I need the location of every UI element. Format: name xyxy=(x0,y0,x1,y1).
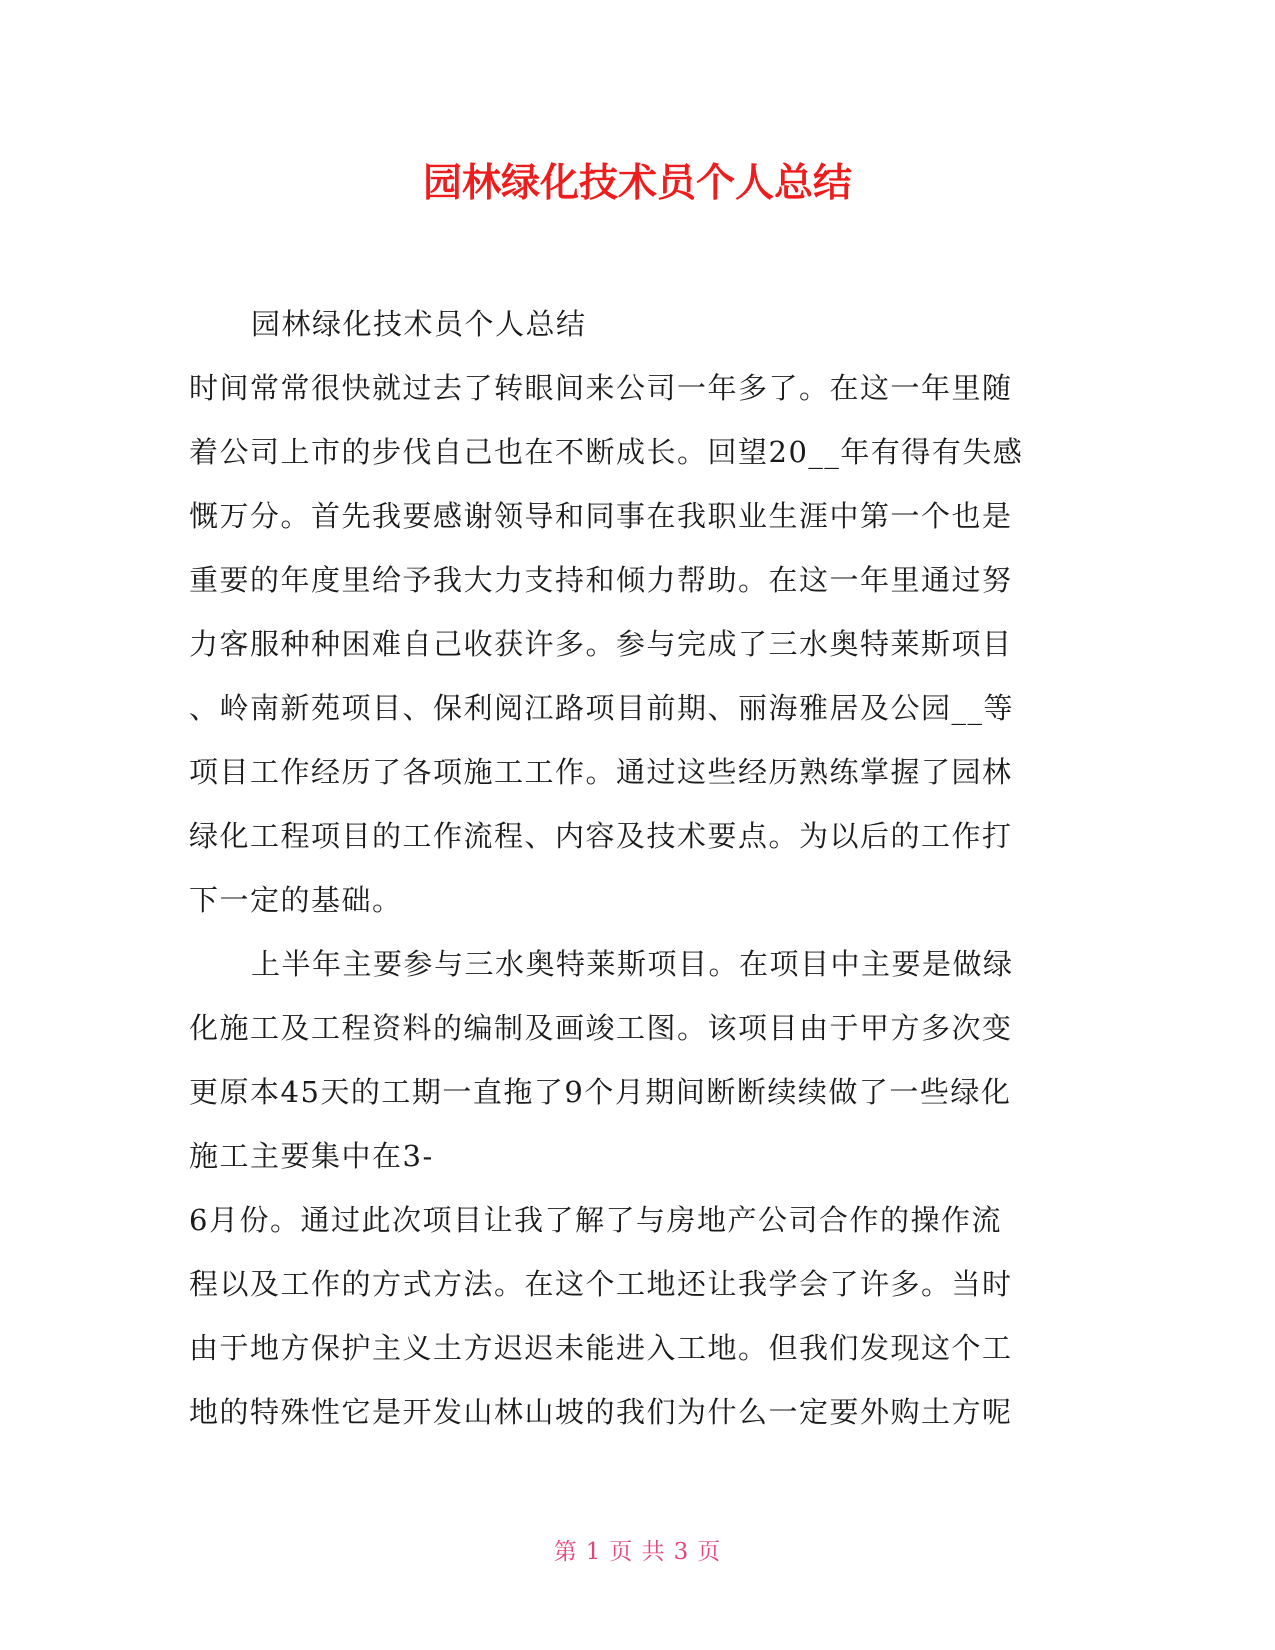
text-line: 、岭南新苑项目、保利阅江路项目前期、丽海雅居及公园__等 xyxy=(189,691,1015,725)
text-line: 地的特殊性它是开发山林山坡的我们为什么一定要外购土方呢 xyxy=(189,1395,1013,1429)
text-line: 下一定的基础。 xyxy=(189,883,403,917)
text-line: 时间常常很快就过去了转眼间来公司一年多了。在这一年里随 xyxy=(189,371,1013,405)
text-line: 慨万分。首先我要感谢领导和同事在我职业生涯中第一个也是 xyxy=(189,499,1013,533)
text-line: 施工主要集中在3- xyxy=(189,1139,434,1173)
text-line: 由于地方保护主义土方迟迟未能进入工地。但我们发现这个工 xyxy=(189,1331,1013,1365)
text-line: 程以及工作的方式方法。在这个工地还让我学会了许多。当时 xyxy=(189,1267,1013,1301)
text-line: 项目工作经历了各项施工工作。通过这些经历熟练掌握了园林 xyxy=(189,755,1013,789)
text-line: 上半年主要参与三水奥特莱斯项目。在项目中主要是做绿 xyxy=(251,947,1014,981)
text-line: 化施工及工程资料的编制及画竣工图。该项目由于甲方多次变 xyxy=(189,1011,1013,1045)
page-footer xyxy=(0,1537,1275,1567)
text-line: 园林绿化技术员个人总结 xyxy=(251,307,587,341)
text-line: 重要的年度里给予我大力支持和倾力帮助。在这一年里通过努 xyxy=(189,563,1013,597)
document-title: 园林绿化技术员个人总结 xyxy=(422,161,852,206)
text-line: 更原本45天的工期一直拖了9个月期间断断续续做了一些绿化 xyxy=(189,1075,1012,1109)
text-line: 6月份。通过此次项目让我了解了与房地产公司合作的操作流 xyxy=(189,1203,1002,1237)
text-line: 力客服种种困难自己收获许多。参与完成了三水奥特莱斯项目 xyxy=(189,627,1013,661)
page-total: 3 xyxy=(673,1539,690,1565)
text-line: 绿化工程项目的工作流程、内容及技术要点。为以后的工作打 xyxy=(189,819,1013,853)
text-line: 着公司上市的步伐自己也在不断成长。回望20__年有得有失感 xyxy=(189,435,1024,469)
page-label-mid: 页 共 xyxy=(609,1539,666,1565)
page-label-prefix: 第 xyxy=(553,1539,578,1565)
document-body xyxy=(189,292,1085,1444)
page-number: 1 xyxy=(585,1539,602,1565)
page-label-suffix: 页 xyxy=(697,1539,722,1565)
